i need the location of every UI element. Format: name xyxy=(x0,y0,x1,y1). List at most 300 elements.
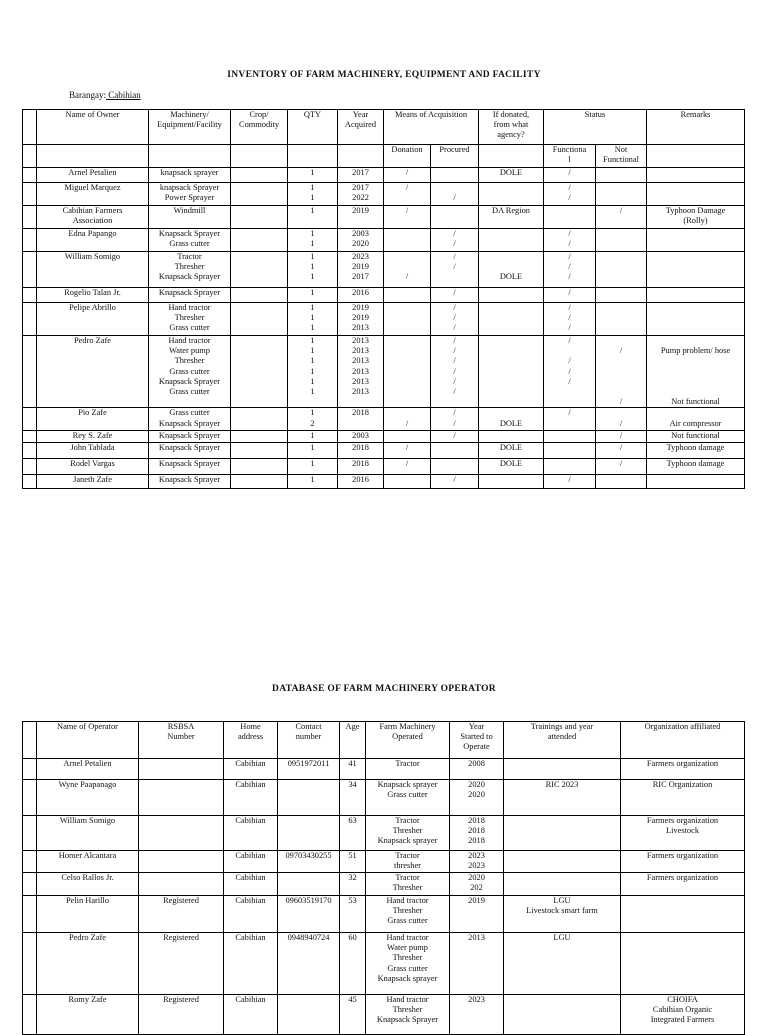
cell-functional: / / xyxy=(544,183,596,206)
cell-qty: 1 1 xyxy=(288,183,338,206)
cell-address: Cabihian xyxy=(224,995,278,1035)
cell-not-functional xyxy=(596,183,647,206)
row-margin-cell xyxy=(23,442,37,458)
cell-rsbsa: Registered xyxy=(139,995,224,1035)
cell-org: Farmers organization xyxy=(621,851,745,873)
row-margin-cell xyxy=(23,816,37,851)
cell-year: 2018 xyxy=(338,442,384,458)
cell-functional: / xyxy=(544,474,596,488)
sub-blank xyxy=(288,145,338,168)
table-row xyxy=(23,896,745,933)
cell-remarks xyxy=(647,252,745,288)
cell-rsbsa xyxy=(139,780,224,816)
cell-remarks xyxy=(647,168,745,183)
crop-header: Crop/ Commodity xyxy=(231,110,288,145)
cell-remarks xyxy=(647,229,745,252)
cell-qty: 1 xyxy=(288,288,338,303)
cell-donation: / xyxy=(384,183,431,206)
cell-rsbsa: Registered xyxy=(139,933,224,995)
sub-blank xyxy=(647,145,745,168)
table-row xyxy=(23,995,745,1035)
cell-year: 2003 xyxy=(338,431,384,442)
cell-rsbsa xyxy=(139,851,224,873)
cell-machinery: Tractor Thresher xyxy=(366,873,450,896)
cell-org: RIC Organization xyxy=(621,780,745,816)
cell-machinery: Tractor xyxy=(366,759,450,780)
cell-not-functional: / xyxy=(596,408,647,431)
inventory-title: INVENTORY OF FARM MACHINERY, EQUIPMENT AND FACILITY xyxy=(227,70,541,80)
cell-qty: 1 xyxy=(288,431,338,442)
row-margin-cell xyxy=(23,336,37,408)
row-margin-cell xyxy=(23,933,37,995)
sub-blank xyxy=(231,145,288,168)
row-margin-cell xyxy=(23,431,37,442)
cell-rsbsa: Registered xyxy=(139,896,224,933)
blank-header xyxy=(23,722,37,759)
procured-header: Procured xyxy=(431,145,479,168)
cell-trainings xyxy=(504,873,621,896)
cell-machinery: knapsack sprayer xyxy=(149,168,231,183)
operator-name-header: Name of Operator xyxy=(37,722,139,759)
cell-crop xyxy=(231,458,288,474)
cell-machinery: Tractor thresher xyxy=(366,851,450,873)
cell-year: 2023 xyxy=(450,995,504,1035)
cell-functional: / xyxy=(544,408,596,431)
age-header: Age xyxy=(340,722,366,759)
cell-org xyxy=(621,896,745,933)
barangay-value: Cabihian xyxy=(105,90,141,100)
row-margin-cell xyxy=(23,458,37,474)
cell-year: 2016 xyxy=(338,474,384,488)
cell-address: Cabihian xyxy=(224,780,278,816)
cell-contact xyxy=(278,873,340,896)
cell-address: Cabihian xyxy=(224,816,278,851)
cell-donation xyxy=(384,288,431,303)
cell-owner: Edna Papango xyxy=(37,229,149,252)
means-header: Means of Acquisition xyxy=(384,110,479,145)
row-margin-cell xyxy=(23,303,37,336)
cell-not-functional xyxy=(596,288,647,303)
cell-owner: Janeth Zafe xyxy=(37,474,149,488)
cell-agency xyxy=(479,303,544,336)
cell-year: 2018 xyxy=(338,408,384,431)
cell-name: Homer Alcantara xyxy=(37,851,139,873)
cell-owner: Rogelio Talan Jr. xyxy=(37,288,149,303)
cell-machinery: Windmill xyxy=(149,206,231,229)
cell-agency xyxy=(479,183,544,206)
cell-procured xyxy=(431,458,479,474)
cell-owner: Rodel Vargas xyxy=(37,458,149,474)
cell-name: William Somigo xyxy=(37,816,139,851)
cell-org: Farmers organization xyxy=(621,873,745,896)
cell-name: Pelin Harillo xyxy=(37,896,139,933)
cell-year: 2020 2020 xyxy=(450,780,504,816)
cell-remarks: Not functional xyxy=(647,431,745,442)
table-row xyxy=(23,816,745,851)
inventory-table xyxy=(22,109,745,489)
donation-header: Donation xyxy=(384,145,431,168)
cell-qty: 1 2 xyxy=(288,408,338,431)
cell-qty: 1 xyxy=(288,474,338,488)
cell-rsbsa xyxy=(139,873,224,896)
cell-machinery: Knapsack sprayer Grass cutter xyxy=(366,780,450,816)
cell-year: 2017 xyxy=(338,168,384,183)
row-margin-cell xyxy=(23,759,37,780)
cell-address: Cabihian xyxy=(224,851,278,873)
cell-procured: / / xyxy=(431,408,479,431)
barangay-line xyxy=(69,90,141,100)
cell-qty: 1 xyxy=(288,206,338,229)
operators-title: DATABASE OF FARM MACHINERY OPERATOR xyxy=(272,684,496,694)
cell-functional: / / xyxy=(544,229,596,252)
cell-donation xyxy=(384,336,431,408)
trainings-header: Trainings and year attended xyxy=(504,722,621,759)
cell-trainings xyxy=(504,816,621,851)
cell-qty: 1 1 1 xyxy=(288,252,338,288)
cell-remarks: Air compressor xyxy=(647,408,745,431)
cell-year: 2019 2019 2013 xyxy=(338,303,384,336)
cell-machinery: Knapsack Sprayer xyxy=(149,442,231,458)
organization-header: Organization affiliated xyxy=(621,722,745,759)
cell-owner: John Tablada xyxy=(37,442,149,458)
cell-agency xyxy=(479,336,544,408)
cell-procured xyxy=(431,442,479,458)
table-row xyxy=(23,303,745,336)
cell-age: 32 xyxy=(340,873,366,896)
cell-qty: 1 xyxy=(288,168,338,183)
cell-remarks: Pump problem/ hose Not functional xyxy=(647,336,745,408)
table-row xyxy=(23,336,745,408)
cell-age: 53 xyxy=(340,896,366,933)
cell-year: 2013 xyxy=(450,933,504,995)
row-margin-cell xyxy=(23,252,37,288)
cell-machinery: Knapsack Sprayer xyxy=(149,431,231,442)
cell-contact xyxy=(278,995,340,1035)
cell-crop xyxy=(231,431,288,442)
cell-donation: / xyxy=(384,206,431,229)
cell-machinery: Tractor Thresher Knapsack sprayer xyxy=(366,816,450,851)
table-row xyxy=(23,431,745,442)
cell-donation xyxy=(384,474,431,488)
cell-year: 2013 2013 2013 2013 2013 2013 xyxy=(338,336,384,408)
operators-header-row xyxy=(23,722,745,759)
cell-age: 45 xyxy=(340,995,366,1035)
cell-remarks: Typhoon damage xyxy=(647,442,745,458)
cell-owner: Miguel Marquez xyxy=(37,183,149,206)
cell-contact xyxy=(278,780,340,816)
cell-remarks xyxy=(647,303,745,336)
cell-crop xyxy=(231,474,288,488)
sub-blank xyxy=(37,145,149,168)
sub-blank xyxy=(338,145,384,168)
cell-crop xyxy=(231,229,288,252)
cell-contact: 09603519170 xyxy=(278,896,340,933)
sub-blank xyxy=(479,145,544,168)
cell-agency: DOLE xyxy=(479,408,544,431)
row-margin-cell xyxy=(23,183,37,206)
cell-name: Celso Rallos Jr. xyxy=(37,873,139,896)
table-row xyxy=(23,408,745,431)
cell-address: Cabihian xyxy=(224,873,278,896)
cell-procured: / xyxy=(431,431,479,442)
cell-contact: 0951972011 xyxy=(278,759,340,780)
cell-year: 2023 2023 xyxy=(450,851,504,873)
table-row xyxy=(23,851,745,873)
cell-machinery: Hand tractor Water pump Thresher Grass cutter Knapsack Sprayer Grass cutter xyxy=(149,336,231,408)
cell-crop xyxy=(231,442,288,458)
cell-functional: / / / xyxy=(544,303,596,336)
contact-header: Contact number xyxy=(278,722,340,759)
row-margin-cell xyxy=(23,873,37,896)
cell-owner: Pio Zafe xyxy=(37,408,149,431)
cell-donation: / xyxy=(384,168,431,183)
cell-year: 2008 xyxy=(450,759,504,780)
cell-not-functional: / xyxy=(596,206,647,229)
cell-agency xyxy=(479,288,544,303)
barangay-label: Barangay: xyxy=(69,90,106,100)
year-header: Year Acquired xyxy=(338,110,384,145)
cell-owner: Arnel Petalien xyxy=(37,168,149,183)
row-margin-cell xyxy=(23,474,37,488)
table-row xyxy=(23,183,745,206)
cell-donation: / xyxy=(384,408,431,431)
cell-not-functional: / xyxy=(596,442,647,458)
cell-rsbsa xyxy=(139,759,224,780)
cell-donation xyxy=(384,431,431,442)
qty-header: QTY xyxy=(288,110,338,145)
cell-not-functional xyxy=(596,303,647,336)
cell-crop xyxy=(231,288,288,303)
table-row xyxy=(23,458,745,474)
cell-machinery: Hand tractor Water pump Thresher Grass cutter Knapsack sprayer xyxy=(366,933,450,995)
inventory-header-row xyxy=(23,110,745,145)
cell-functional xyxy=(544,458,596,474)
table-row xyxy=(23,288,745,303)
cell-procured: / / / xyxy=(431,303,479,336)
cell-functional xyxy=(544,442,596,458)
cell-procured: / / xyxy=(431,229,479,252)
cell-qty: 1 1 1 xyxy=(288,303,338,336)
cell-not-functional xyxy=(596,168,647,183)
cell-agency: DOLE xyxy=(479,442,544,458)
cell-org: CHOIFA Cabihian Organic Integrated Farmers xyxy=(621,995,745,1035)
cell-org xyxy=(621,933,745,995)
table-row xyxy=(23,780,745,816)
cell-agency xyxy=(479,474,544,488)
cell-functional: / / / / xyxy=(544,336,596,408)
cell-year: 2017 2022 xyxy=(338,183,384,206)
cell-age: 63 xyxy=(340,816,366,851)
cell-owner: William Somigo xyxy=(37,252,149,288)
cell-trainings xyxy=(504,995,621,1035)
cell-not-functional: / xyxy=(596,431,647,442)
cell-name: Romy Zafe xyxy=(37,995,139,1035)
cell-agency: DOLE xyxy=(479,168,544,183)
table-row xyxy=(23,474,745,488)
status-header: Status xyxy=(544,110,647,145)
table-row xyxy=(23,252,745,288)
cell-machinery: Tractor Thresher Knapsack Sprayer xyxy=(149,252,231,288)
cell-year: 2019 xyxy=(450,896,504,933)
farm-machinery-header: Farm Machinery Operated xyxy=(366,722,450,759)
cell-procured xyxy=(431,168,479,183)
cell-crop xyxy=(231,183,288,206)
cell-donation xyxy=(384,229,431,252)
cell-remarks xyxy=(647,288,745,303)
cell-remarks: Typhoon damage xyxy=(647,458,745,474)
sub-blank xyxy=(23,145,37,168)
cell-not-functional xyxy=(596,229,647,252)
row-margin-cell xyxy=(23,168,37,183)
cell-machinery: Knapsack Sprayer xyxy=(149,458,231,474)
cell-year: 2018 2018 2018 xyxy=(450,816,504,851)
table-row xyxy=(23,873,745,896)
year-started-header: Year Started to Operate xyxy=(450,722,504,759)
cell-functional: / xyxy=(544,168,596,183)
cell-not-functional xyxy=(596,252,647,288)
cell-machinery: Knapsack Sprayer Grass cutter xyxy=(149,229,231,252)
inventory-subheader-row xyxy=(23,145,745,168)
cell-crop xyxy=(231,336,288,408)
cell-procured: / / / / / / xyxy=(431,336,479,408)
cell-qty: 1 xyxy=(288,442,338,458)
cell-remarks xyxy=(647,183,745,206)
cell-procured: / xyxy=(431,288,479,303)
cell-crop xyxy=(231,252,288,288)
donated-header: If donated, from what agency? xyxy=(479,110,544,145)
rsbsa-header: RSBSA Number xyxy=(139,722,224,759)
cell-procured: / xyxy=(431,474,479,488)
row-margin-cell xyxy=(23,408,37,431)
table-row xyxy=(23,168,745,183)
cell-agency: DOLE xyxy=(479,252,544,288)
cell-year: 2023 2019 2017 xyxy=(338,252,384,288)
cell-donation: / xyxy=(384,252,431,288)
table-row xyxy=(23,759,745,780)
cell-crop xyxy=(231,408,288,431)
cell-year: 2019 xyxy=(338,206,384,229)
cell-trainings xyxy=(504,851,621,873)
row-margin-cell xyxy=(23,206,37,229)
cell-owner: Rey S. Zafe xyxy=(37,431,149,442)
cell-age: 60 xyxy=(340,933,366,995)
functional-header: Functiona l xyxy=(544,145,596,168)
owner-header: Name of Owner xyxy=(37,110,149,145)
cell-qty: 1 xyxy=(288,458,338,474)
cell-donation: / xyxy=(384,442,431,458)
remarks-header: Remarks xyxy=(647,110,745,145)
cell-machinery: Knapsack Sprayer xyxy=(149,288,231,303)
blank-header xyxy=(23,110,37,145)
cell-contact: 09703430255 xyxy=(278,851,340,873)
machinery-header: Machinery/ Equipment/Facility xyxy=(149,110,231,145)
cell-functional xyxy=(544,206,596,229)
operators-body xyxy=(23,759,745,1035)
cell-trainings: LGU Livestock smart farm xyxy=(504,896,621,933)
cell-agency: DOLE xyxy=(479,458,544,474)
cell-functional xyxy=(544,431,596,442)
cell-crop xyxy=(231,168,288,183)
cell-agency xyxy=(479,431,544,442)
cell-org: Farmers organization Livestock xyxy=(621,816,745,851)
cell-year: 2016 xyxy=(338,288,384,303)
cell-donation: / xyxy=(384,458,431,474)
inventory-body xyxy=(23,168,745,489)
cell-remarks: Typhoon Damage (Rolly) xyxy=(647,206,745,229)
cell-owner: Pelipe Abrillo xyxy=(37,303,149,336)
cell-crop xyxy=(231,206,288,229)
cell-contact xyxy=(278,816,340,851)
cell-trainings: RIC 2023 xyxy=(504,780,621,816)
address-header: Home address xyxy=(224,722,278,759)
row-margin-cell xyxy=(23,995,37,1035)
not-functional-header: Not Functional xyxy=(596,145,647,168)
cell-agency xyxy=(479,229,544,252)
cell-age: 51 xyxy=(340,851,366,873)
operators-table xyxy=(22,721,745,1035)
cell-machinery: Hand tractor Thresher Grass cutter xyxy=(366,896,450,933)
cell-functional: / / / xyxy=(544,252,596,288)
row-margin-cell xyxy=(23,288,37,303)
cell-address: Cabihian xyxy=(224,933,278,995)
cell-functional: / xyxy=(544,288,596,303)
sub-blank xyxy=(149,145,231,168)
cell-name: Wyne Paapanago xyxy=(37,780,139,816)
table-row xyxy=(23,206,745,229)
cell-trainings: LGU xyxy=(504,933,621,995)
cell-procured: / xyxy=(431,183,479,206)
cell-procured: / / xyxy=(431,252,479,288)
cell-donation xyxy=(384,303,431,336)
cell-machinery: Hand tractor Thresher Knapsack Sprayer xyxy=(366,995,450,1035)
cell-qty: 1 1 xyxy=(288,229,338,252)
cell-remarks xyxy=(647,474,745,488)
row-margin-cell xyxy=(23,851,37,873)
cell-org: Farmers organization xyxy=(621,759,745,780)
cell-not-functional: / xyxy=(596,458,647,474)
cell-year: 2018 xyxy=(338,458,384,474)
cell-year: 2020 202 xyxy=(450,873,504,896)
cell-address: Cabihian xyxy=(224,896,278,933)
cell-name: Arnel Petalien xyxy=(37,759,139,780)
row-margin-cell xyxy=(23,896,37,933)
table-row xyxy=(23,442,745,458)
cell-procured xyxy=(431,206,479,229)
table-row xyxy=(23,229,745,252)
cell-machinery: Knapsack Sprayer xyxy=(149,474,231,488)
cell-agency: DA Region xyxy=(479,206,544,229)
cell-owner: Pedro Zafe xyxy=(37,336,149,408)
cell-machinery: Hand tractor Thresher Grass cutter xyxy=(149,303,231,336)
cell-machinery: knapsack Sprayer Power Sprayer xyxy=(149,183,231,206)
cell-owner: Cabihian Farmers Association xyxy=(37,206,149,229)
cell-contact: 0948940724 xyxy=(278,933,340,995)
cell-year: 2003 2020 xyxy=(338,229,384,252)
cell-not-functional xyxy=(596,474,647,488)
row-margin-cell xyxy=(23,780,37,816)
cell-trainings xyxy=(504,759,621,780)
cell-age: 34 xyxy=(340,780,366,816)
cell-machinery: Grass cutter Knapsack Sprayer xyxy=(149,408,231,431)
row-margin-cell xyxy=(23,229,37,252)
cell-name: Pedro Zafe xyxy=(37,933,139,995)
cell-age: 41 xyxy=(340,759,366,780)
cell-crop xyxy=(231,303,288,336)
cell-qty: 1 1 1 1 1 1 xyxy=(288,336,338,408)
cell-rsbsa xyxy=(139,816,224,851)
cell-not-functional: / / xyxy=(596,336,647,408)
table-row xyxy=(23,933,745,995)
